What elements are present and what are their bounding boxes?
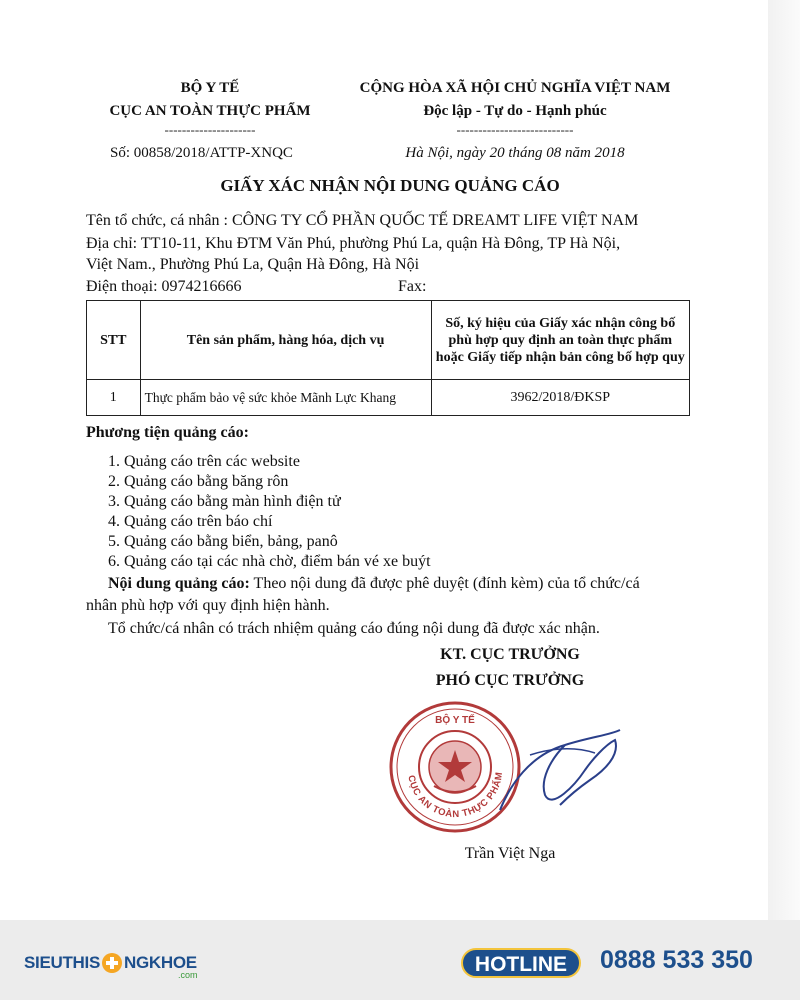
row-certificate: 3962/2018/ĐKSP <box>431 380 689 416</box>
document-number: Số: 00858/2018/ATTP-XNQC <box>110 145 293 161</box>
table-row <box>87 380 690 416</box>
department-name: CỤC AN TOÀN THỰC PHẨM <box>109 103 311 119</box>
seal-ring-text: CỤC AN TOÀN THỰC PHẨM <box>405 771 506 821</box>
row-product: Thực phẩm bảo vệ sức khỏe Mãnh Lực Khang <box>140 380 431 416</box>
site-logo[interactable] <box>24 952 197 974</box>
media-list <box>108 452 431 572</box>
list-item: 2. Quảng cáo bằng băng rôn <box>108 473 289 490</box>
document-title: GIẤY XÁC NHẬN NỘI DUNG QUẢNG CÁO <box>220 176 560 195</box>
row-stt: 1 <box>87 380 141 416</box>
address-line-2: Việt Nam., Phường Phú La, Quận Hà Đông, Hà Nội <box>86 256 420 273</box>
ministry-name: BỘ Y TẾ <box>180 80 240 96</box>
content-text-line2: nhân phù hợp với quy định hiện hành. <box>86 597 330 614</box>
handwritten-signature-icon <box>470 715 640 825</box>
list-item: 5. Quảng cáo bằng biển, bảng, panô <box>108 533 338 550</box>
signature-kt: KT. CỤC TRƯỞNG <box>440 646 580 663</box>
header-certificate: Số, ký hiệu của Giấy xác nhận công bố phù hợp quy định an toàn thực phẩm hoặc Giấy tiếp nhận bản công bố hợp quy <box>431 301 689 380</box>
logo-domain: .com <box>178 970 198 980</box>
table-header-row <box>87 301 690 380</box>
list-item: 3. Quảng cáo bằng màn hình điện tử <box>108 493 341 510</box>
content-label: Nội dung quảng cáo: <box>108 575 250 592</box>
hotline-number[interactable]: 0888 533 350 <box>600 946 753 974</box>
nation-name: CỘNG HÒA XÃ HỘI CHỦ NGHĨA VIỆT NAM <box>359 80 671 96</box>
header-product: Tên sản phẩm, hàng hóa, dịch vụ <box>140 301 431 380</box>
signature-role: PHÓ CỤC TRƯỞNG <box>435 672 585 689</box>
header-stt: STT <box>87 301 141 380</box>
fax-line: Fax: <box>398 278 427 295</box>
logo-emblem-icon <box>101 952 123 974</box>
header-right-divider: --------------------------- <box>456 122 574 137</box>
content-text-line1: Theo nội dung đã được phê duyệt (đính kèm) của tổ chức/cá <box>249 575 640 592</box>
logo-text-right: NGKHOE <box>124 953 197 972</box>
product-table <box>86 300 690 416</box>
phone-line: Điện thoại: 0974216666 <box>86 278 242 295</box>
list-item: 4. Quảng cáo trên báo chí <box>108 513 273 530</box>
signer-name: Trần Việt Nga <box>464 845 556 862</box>
address-line-1: Địa chỉ: TT10-11, Khu ĐTM Văn Phú, phường Phú La, quận Hà Đông, TP Hà Nội, <box>86 235 621 252</box>
hotline-button[interactable]: HOTLINE <box>461 948 581 978</box>
content-paragraph <box>108 573 708 594</box>
organization-name: Tên tổ chức, cá nhân : CÔNG TY CỔ PHẦN QUỐC TẾ DREAMT LIFE VIỆT NAM <box>86 212 639 229</box>
list-item: 1. Quảng cáo trên các website <box>108 453 300 470</box>
seal-top-text: BỘ Y TẾ <box>435 715 475 726</box>
list-item: 6. Quảng cáo tại các nhà chờ, điểm bán vé xe buýt <box>108 553 431 570</box>
logo-text-left: SIEUTHIS <box>24 953 101 972</box>
responsibility-statement: Tổ chức/cá nhân có trách nhiệm quảng cáo đúng nội dung đã được xác nhận. <box>108 620 600 637</box>
media-heading: Phương tiện quảng cáo: <box>86 424 249 441</box>
header-left-divider: --------------------- <box>164 122 256 137</box>
national-motto: Độc lập - Tự do - Hạnh phúc <box>423 103 607 119</box>
place-date: Hà Nội, ngày 20 tháng 08 năm 2018 <box>405 145 625 161</box>
page-edge <box>768 0 800 920</box>
